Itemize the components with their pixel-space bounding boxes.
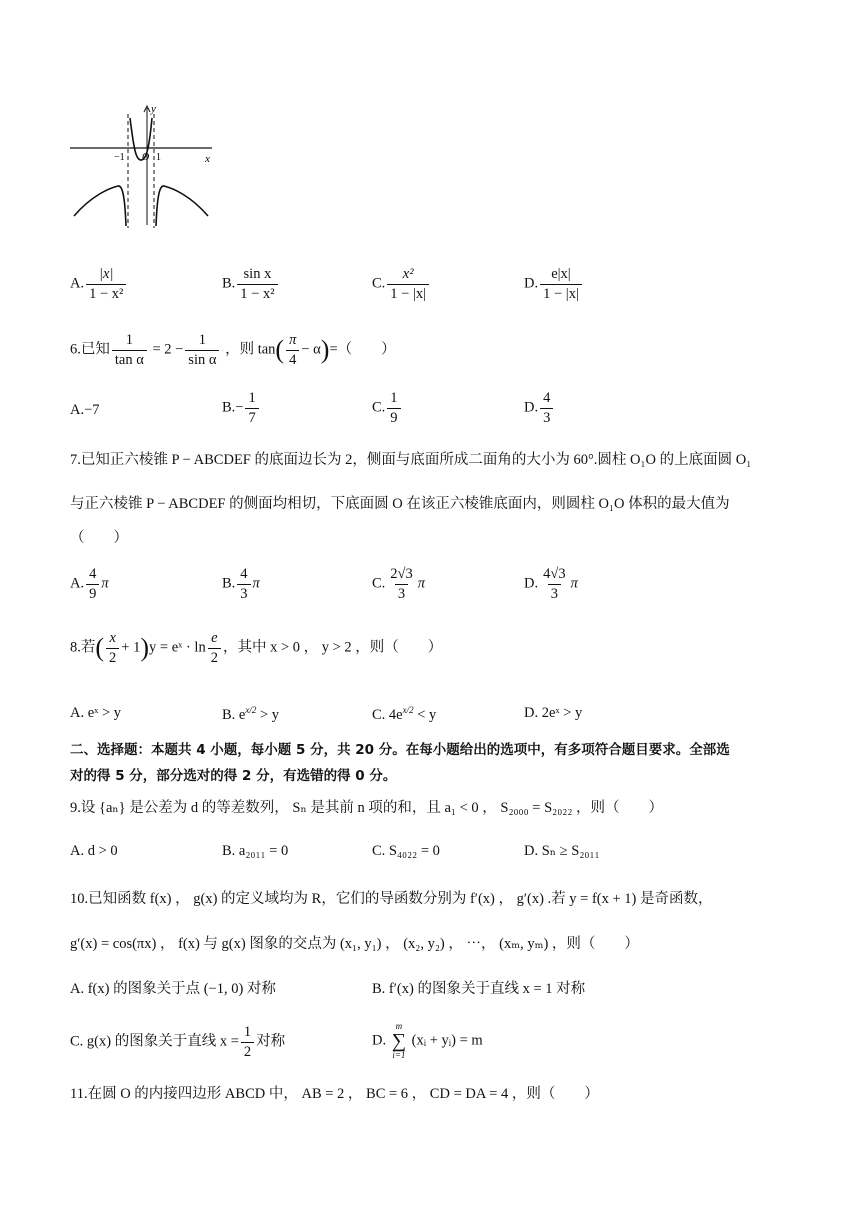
q8-stem: 8.若( $\frac{x}{2}$ + 1)y = eˣ · ln $\frac{e}{2}$ ，其中 x > 0 ， y > 2 ，则（ ）: [70, 630, 443, 666]
q10-option-c[interactable]: C. g(x) 的图象关于直线 x = $\frac{1}{2}$ 对称: [70, 1024, 286, 1060]
q9-option-c[interactable]: C. S₄₀₂₂ = 0: [372, 843, 440, 859]
q6-option-b[interactable]: B.− $\frac{1}{7}$: [222, 390, 261, 426]
q8-option-b[interactable]: B. $e^{x/2} > y$: [222, 705, 280, 723]
q8-option-c[interactable]: C. $4e^{x/2} < y$: [372, 705, 437, 723]
q7-option-a[interactable]: A. $\frac{4}{9}$ π: [70, 566, 109, 602]
q10-stem-line1: 10.已知函数 f(x) ， g(x) 的定义域均为 R，它们的导函数分别为 f′(x) ， g′(x) .若 y = f(x + 1) 是奇函数，: [70, 891, 713, 907]
graph-y-label: y: [151, 103, 156, 115]
graph-origin-label: O: [142, 152, 150, 163]
q10-option-d[interactable]: D. m ∑ i=1 (xᵢ + yᵢ) = m: [372, 1021, 483, 1060]
q5-option-c[interactable]: C. $\frac{\text{x²}}{1 - |x|}$: [372, 266, 431, 302]
q5-option-a[interactable]: A. $\frac{|x|}{\text{1 − x²}}$: [70, 266, 128, 302]
q6-stem: 6.已知 $\frac{1}{\text{tan α}}$ = 2 − $\frac{1}{\text{sin α}}$ ，则 tan( $\frac{\pi}{4}$ − α)=（ ）: [70, 332, 396, 368]
q10-option-a[interactable]: A. f(x) 的图象关于点 (−1, 0) 对称: [70, 981, 276, 997]
q7-stem-line2: 与正六棱锥 P − ABCDEF 的侧面均相切，下底面圆 O 在该正六棱锥底面内，则圆柱 O₁O 体积的最大值为: [70, 496, 730, 512]
q5-option-b[interactable]: B. $\frac{\text{sin x}}{\text{1 − x²}}$: [222, 266, 280, 302]
q5-option-d[interactable]: D. $\frac{e|x|}{1 - |x|}$: [524, 266, 584, 302]
section2-heading-line2: 对的得 5 分，部分选对的得 2 分，有选错的得 0 分。: [70, 768, 397, 784]
q6-option-c[interactable]: C. $\frac{1}{9}$: [372, 390, 403, 426]
graph-x-label: x: [205, 153, 210, 165]
section2-heading-line1: 二、选择题：本题共 4 小题，每小题 5 分，共 20 分。在每小题给出的选项中，有多项符合题目要求。全部选: [70, 742, 730, 758]
graph-one-label: 1: [156, 152, 161, 163]
graph-neg-one-label: −1: [114, 152, 125, 163]
q7-option-c[interactable]: C. $\frac{2√3}{3}$ π: [372, 566, 426, 602]
q9-option-b[interactable]: B. a₂₀₁₁ = 0: [222, 843, 289, 859]
q11-stem: 11.在圆 O 的内接四边形 ABCD 中， AB = 2 ， BC = 6 ， CD = DA = 4 ，则（ ）: [70, 1086, 599, 1102]
q6-option-a[interactable]: A.−7: [70, 402, 100, 418]
q7-option-b[interactable]: B. $\frac{4}{3}$ π: [222, 566, 260, 602]
function-graph: [62, 100, 232, 230]
q7-stem-line1: 7.已知正六棱锥 P − ABCDEF 的底面边长为 2，侧面与底面所成二面角的大小为 60°.圆柱 O₁O 的上底面圆 O₁: [70, 452, 752, 468]
q7-option-d[interactable]: D. $\frac{4√3}{3}$ π: [524, 566, 578, 602]
q9-stem: 9.设 {aₙ} 是公差为 d 的等差数列， Sₙ 是其前 n 项的和，且 a₁ < 0 ， S₂₀₀₀ = S₂₀₂₂ ，则（ ）: [70, 800, 664, 816]
q7-stem-line3: （ ）: [70, 530, 128, 546]
q9-option-a[interactable]: A. d > 0: [70, 843, 118, 859]
q8-option-d[interactable]: D. 2eˣ > y: [524, 705, 583, 721]
q9-option-d[interactable]: D. Sₙ ≥ S₂₀₁₁: [524, 843, 600, 859]
q10-option-b[interactable]: B. f′(x) 的图象关于直线 x = 1 对称: [372, 981, 586, 997]
q10-stem-line2: g′(x) = cos(πx) ， f(x) 与 g(x) 图象的交点为 (x₁, y₁) ， (x₂, y₂) ， ⋯， (xₘ, yₘ) ，则（ ）: [70, 936, 639, 952]
q6-option-d[interactable]: D. $\frac{4}{3}$: [524, 390, 555, 426]
q8-option-a[interactable]: A. eˣ > y: [70, 705, 122, 721]
